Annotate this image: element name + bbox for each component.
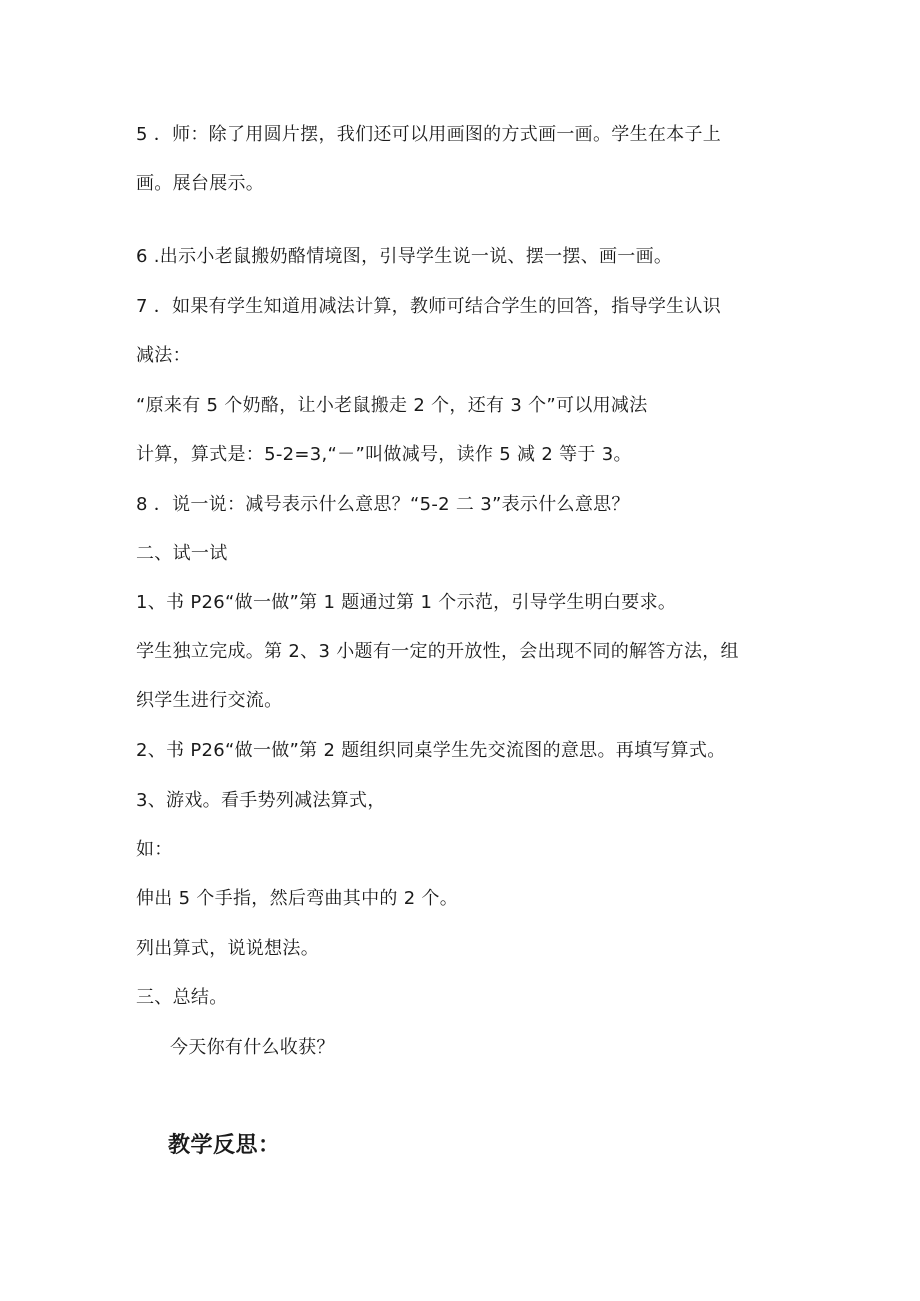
paragraph-line-8: 8 ．说一说：减号表示什么意思？“5-2 二 3”表示什么意思？ xyxy=(136,494,630,515)
reflection-heading: 教学反思： xyxy=(168,1133,281,1158)
paragraph-line-1: 5 ．师：除了用圆片摆，我们还可以用画图的方式画一画。学生在本子上 xyxy=(136,124,722,145)
paragraph-line-19: 今天你有什么收获？ xyxy=(170,1037,335,1058)
paragraph-line-2: 画。展台展示。 xyxy=(136,173,265,194)
section-heading-try: 二、试一试 xyxy=(136,543,228,564)
paragraph-line-11: 学生独立完成。第 2、3 小题有一定的开放性，会出现不同的解答方法，组 xyxy=(136,641,739,662)
paragraph-line-3: 6 .出示小老鼠搬奶酪情境图，引导学生说一说、摆一摆、画一画。 xyxy=(136,246,673,267)
paragraph-line-4: 7 ．如果有学生知道用减法计算，教师可结合学生的回答，指导学生认识 xyxy=(136,296,722,317)
paragraph-line-7: 计算，算式是：5-2=3,“－”叫做减号，读作 5 减 2 等于 3。 xyxy=(136,444,632,465)
section-heading-summary: 三、总结。 xyxy=(136,987,228,1008)
paragraph-line-17: 列出算式，说说想法。 xyxy=(136,938,319,959)
paragraph-line-10: 1、书 P26“做一做”第 1 题通过第 1 个示范，引导学生明白要求。 xyxy=(136,592,677,613)
paragraph-line-13: 2、书 P26“做一做”第 2 题组织同桌学生先交流图的意思。再填写算式。 xyxy=(136,740,726,761)
paragraph-line-6: “原来有 5 个奶酪，让小老鼠搬走 2 个，还有 3 个”可以用减法 xyxy=(136,395,648,416)
paragraph-line-5: 减法： xyxy=(136,345,191,366)
paragraph-line-15: 如： xyxy=(136,839,173,860)
paragraph-line-16: 伸出 5 个手指，然后弯曲其中的 2 个。 xyxy=(136,888,459,909)
paragraph-line-14: 3、游戏。看手势列减法算式， xyxy=(136,790,386,811)
paragraph-line-12: 织学生进行交流。 xyxy=(136,690,283,711)
